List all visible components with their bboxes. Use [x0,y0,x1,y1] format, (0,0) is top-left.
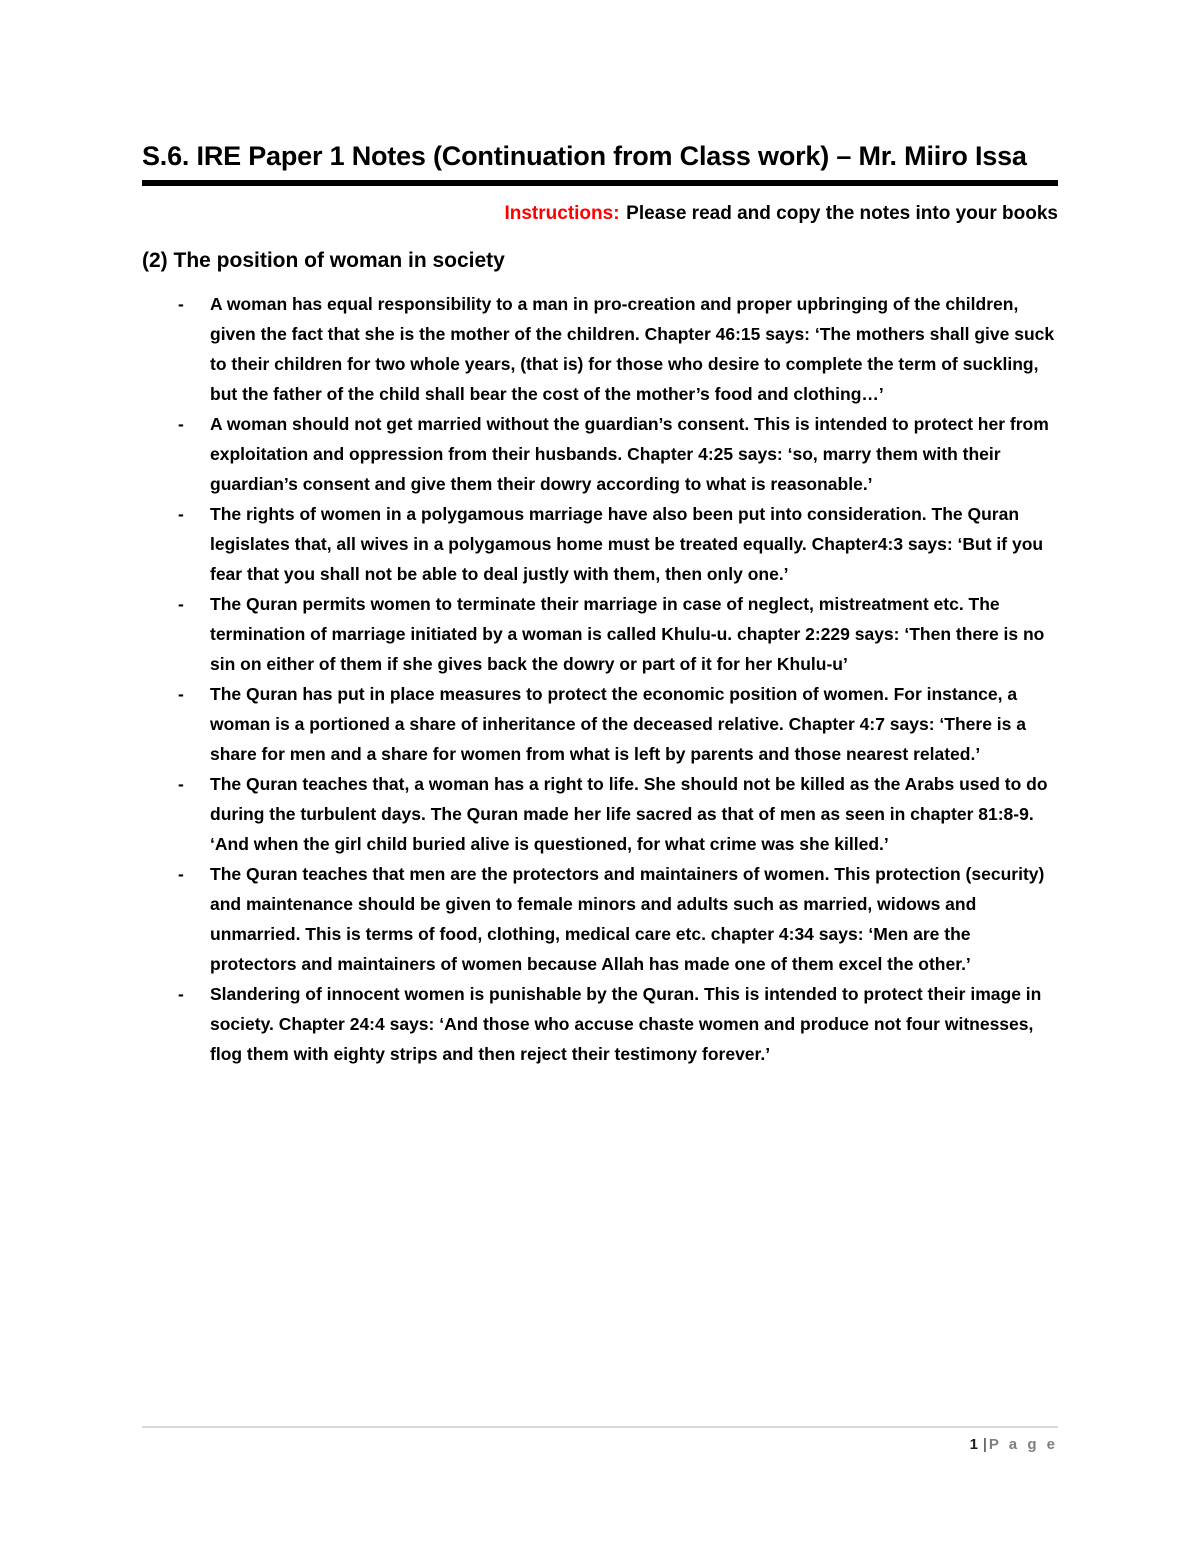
footer-page-word: P a g e [988,1436,1058,1453]
bullet-text: A woman should not get married without the guardian’s consent. This is intended to protect her from exploitation and oppression from their husbands. Chapter 4:25 says: ‘so, marry them with their guardian’s consent and give them their dowry according to what is reasonable.’ [210,414,1049,495]
bullet-text: The Quran teaches that men are the protectors and maintainers of women. This protection (security) and maintenance should be given to female minors and adults such as married, widows and unmarried. This is terms of food, clothing, medical care etc. chapter 4:34 says: ‘Men are the protectors and maintainers of women because Allah has made one of them excel the other.’ [210,864,1045,975]
list-item [178,769,1058,859]
bullet-marker: - [178,594,184,615]
list-item [178,589,1058,679]
footer-rule [142,1426,1058,1428]
bullet-text: The rights of women in a polygamous marriage have also been put into consideration. The Quran legislates that, all wives in a polygamous home must be treated equally. Chapter4:3 says: ‘But if you fear that you shall not be able to deal justly with them, then only one.’ [210,504,1044,585]
document-title: S.6. IRE Paper 1 Notes (Continuation from Class work) – Mr. Miiro Issa [142,140,1058,186]
instructions-line [142,202,1058,227]
list-item [178,859,1058,979]
list-item [178,409,1058,499]
bullet-text: The Quran has put in place measures to protect the economic position of women. For instance, a woman is a portioned a share of inheritance of the deceased relative. Chapter 4:7 says: ‘There is a share for men and a share for women from what is left by parents and those nearest related.’ [210,684,1026,765]
bullet-text: Slandering of innocent women is punishable by the Quran. This is intended to protect their image in society. Chapter 24:4 says: ‘And those who accuse chaste women and produce not four witnesses, flog them with eighty strips and then reject their testimony forever.’ [210,984,1042,1065]
instructions-label: Instructions: [504,203,620,225]
bullet-marker: - [178,294,184,315]
footer-page-label [142,1436,1058,1453]
footer-page-number: 1 [969,1436,981,1453]
notes-list [142,289,1058,1069]
list-item [178,499,1058,589]
bullet-text: The Quran permits women to terminate their marriage in case of neglect, mistreatment etc. The termination of marriage initiated by a woman is called Khulu-u. chapter 2:229 says: ‘Then there is no sin on either of them if she gives back the dowry or part of it for her Khulu-u’ [210,594,1045,675]
bullet-marker: - [178,984,184,1005]
list-item [178,289,1058,409]
bullet-marker: - [178,774,184,795]
page-footer [142,1426,1058,1453]
bullet-marker: - [178,414,184,435]
section-heading: (2) The position of woman in society [142,249,505,273]
bullet-marker: - [178,504,184,525]
instructions-text: Please read and copy the notes into your books [626,203,1058,225]
bullet-marker: - [178,684,184,705]
bullet-marker: - [178,864,184,885]
list-item [178,979,1058,1069]
list-item [178,679,1058,769]
footer-separator: | [983,1436,987,1453]
bullet-text: A woman has equal responsibility to a man in pro-creation and proper upbringing of the children, given the fact that she is the mother of the children. Chapter 46:15 says: ‘The mothers shall give suck to their children for two whole years, (that is) for those who desire to complete the term of suckling, but the father of the child shall bear the cost of the mother’s food and clothing…’ [210,294,1055,405]
bullet-text: The Quran teaches that, a woman has a right to life. She should not be killed as the Arabs used to do during the turbulent days. The Quran made her life sacred as that of men as seen in chapter 81:8-9. ‘And when the girl child buried alive is questioned, for what crime was she killed.’ [210,774,1048,855]
